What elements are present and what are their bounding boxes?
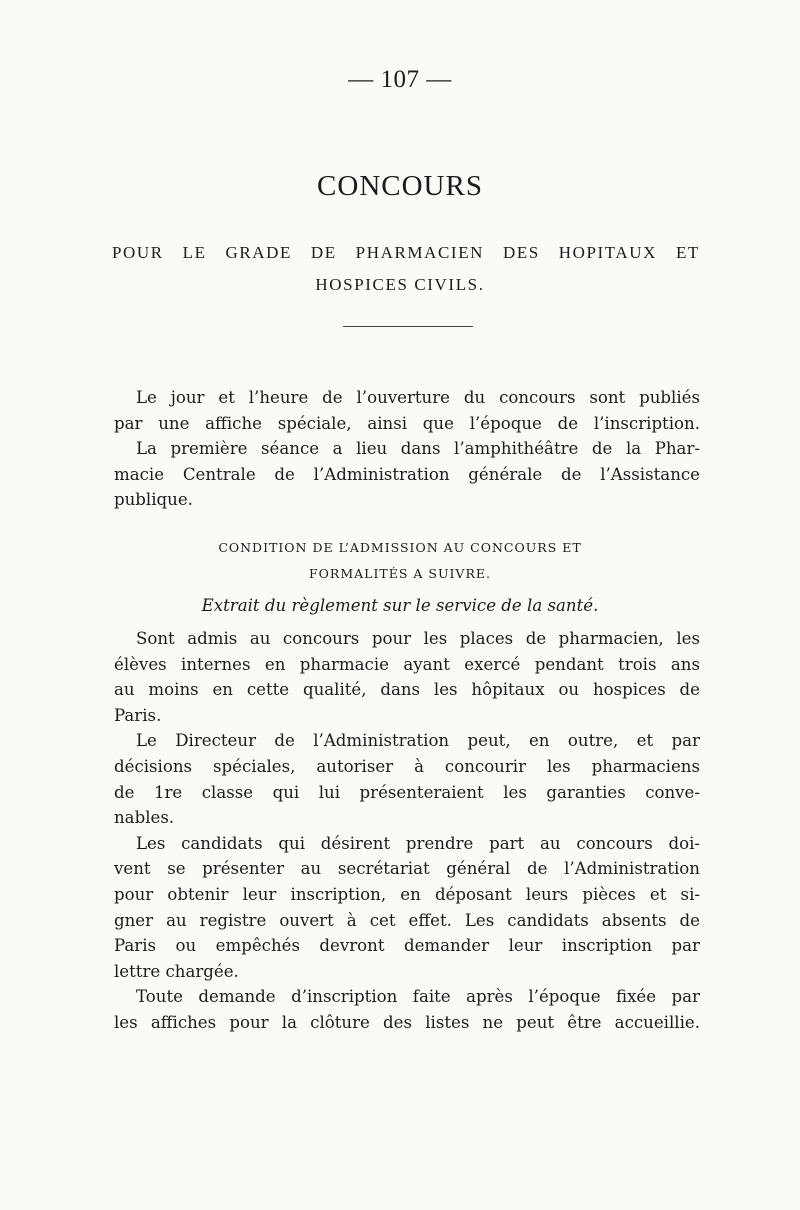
text-line: Sont admis au concours pour les places de pharmacien, les: [136, 629, 700, 648]
text-line: par une affiche spéciale, ainsi que l’époque de l’inscription.: [114, 413, 700, 433]
subtitle-word: HOPITAUX: [558, 243, 658, 262]
text-line: élèves internes en pharmacie ayant exercé pendant trois ans: [114, 654, 700, 674]
text-line: pour obtenir leur inscription, en déposant leurs pièces et si-: [114, 884, 700, 904]
subtitle-word: DE: [310, 243, 337, 262]
extract-caption: Extrait du règlement sur le service de la santé.: [201, 596, 599, 615]
text-line: publique.: [114, 490, 193, 510]
text-line: Les candidats qui désirent prendre part au concours doi-: [136, 833, 700, 853]
text-line: La première séance a lieu dans l’amphithéâtre de la Phar-: [136, 439, 700, 459]
text-line: Paris ou empêchés devront demander leur inscription par: [114, 936, 700, 956]
subtitle-word: ET: [675, 243, 700, 262]
intro-paragraphs: [114, 385, 700, 513]
text-line: décisions spéciales, autoriser à concourir les pharmaciens: [114, 756, 700, 776]
body-paragraphs: [114, 626, 700, 1036]
subtitle-word: LE: [182, 243, 207, 262]
subtitle-line-2: HOSPICES CIVILS.: [315, 275, 485, 294]
text-line: Toute demande d’inscription faite après l’époque fixée par: [136, 987, 700, 1007]
text-line: vent se présenter au secrétariat général de l’Administration: [114, 859, 700, 879]
divider-rule: [343, 326, 473, 327]
section-heading-line-1: CONDITION DE L’ADMISSION AU CONCOURS ET: [218, 540, 582, 555]
text-line: Paris.: [114, 705, 162, 725]
text-line: au moins en cette qualité, dans les hôpitaux ou hospices de: [114, 680, 700, 700]
text-line: les affiches pour la clôture des listes ne peut être accueillie.: [114, 1012, 700, 1032]
section-heading-line-2: FORMALITÉS A SUIVRE.: [309, 566, 491, 581]
page-number: — 107 —: [348, 66, 452, 93]
subtitle-word: GRADE: [225, 243, 293, 262]
text-line: de 1re classe qui lui présenteraient les garanties conve-: [114, 782, 700, 802]
subtitle-word: DES: [502, 243, 540, 262]
text-line: Le jour et l’heure de l’ouverture du concours sont publiés: [136, 388, 700, 407]
text-line: Le Directeur de l’Administration peut, en outre, et par: [136, 731, 700, 751]
subtitle-word: POUR: [112, 243, 164, 262]
text-line: lettre chargée.: [114, 961, 239, 981]
text-line: nables.: [114, 808, 175, 828]
text-line: macie Centrale de l’Administration générale de l’Assistance: [114, 464, 700, 484]
subtitle-line-1: [112, 243, 700, 263]
page-title: CONCOURS: [317, 170, 483, 202]
text-line: gner au registre ouvert à cet effet. Les candidats absents de: [114, 910, 700, 930]
subtitle-word: PHARMACIEN: [355, 243, 485, 262]
